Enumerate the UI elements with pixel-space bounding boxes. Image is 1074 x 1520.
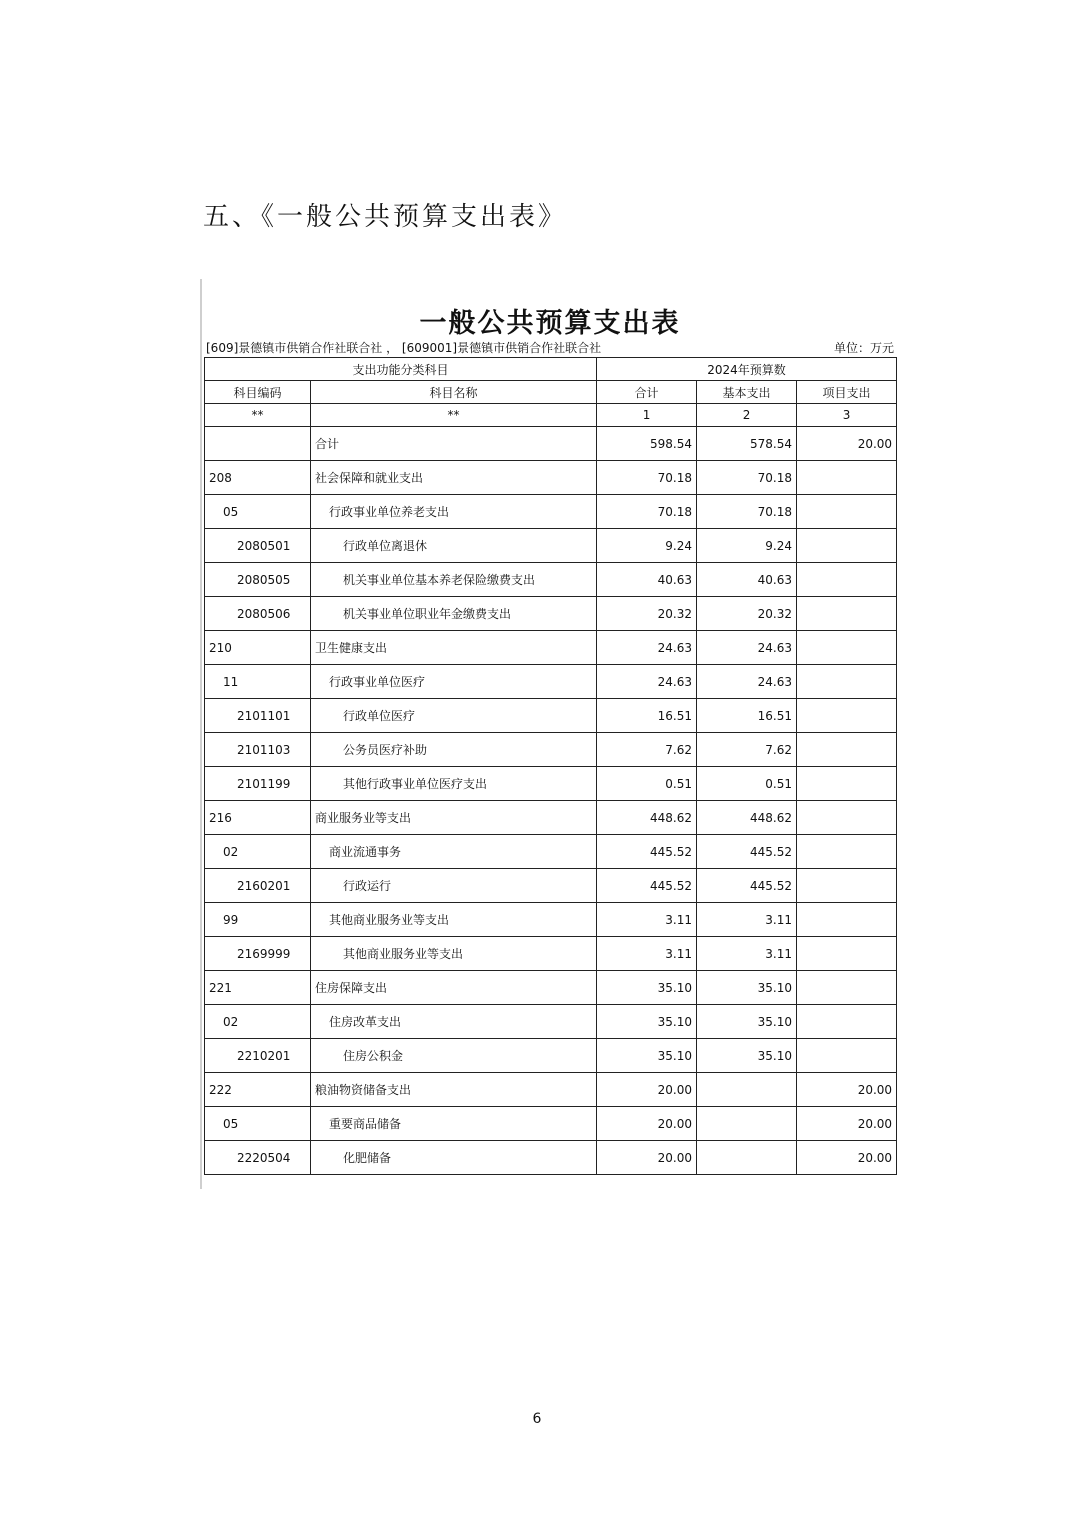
row-basic: 0.51 (697, 767, 797, 801)
row-total: 70.18 (597, 461, 697, 495)
row-basic (697, 1073, 797, 1107)
row-basic: 16.51 (697, 699, 797, 733)
row-total: 24.63 (597, 665, 697, 699)
table-row (205, 1039, 897, 1073)
row-code: 2080506 (205, 597, 311, 631)
table-row (205, 1141, 897, 1175)
row-project (797, 529, 897, 563)
row-code: 2220504 (205, 1141, 311, 1175)
table-row (205, 733, 897, 767)
table-row (205, 801, 897, 835)
row-code: 11 (205, 665, 311, 699)
row-code: 221 (205, 971, 311, 1005)
row-project (797, 971, 897, 1005)
row-total: 35.10 (597, 1039, 697, 1073)
table-row (205, 835, 897, 869)
row-name: 行政运行 (311, 869, 597, 903)
page-number: 6 (532, 1411, 542, 1427)
row-code (205, 427, 311, 461)
row-basic: 3.11 (697, 903, 797, 937)
row-name: 机关事业单位基本养老保险缴费支出 (311, 563, 597, 597)
row-name: 其他商业服务业等支出 (311, 903, 597, 937)
table-row (205, 937, 897, 971)
row-total: 0.51 (597, 767, 697, 801)
row-project: 20.00 (797, 1141, 897, 1175)
row-basic: 35.10 (697, 1005, 797, 1039)
table-row (205, 903, 897, 937)
row-project (797, 699, 897, 733)
row-name: 住房公积金 (311, 1039, 597, 1073)
row-basic: 24.63 (697, 665, 797, 699)
row-basic: 578.54 (697, 427, 797, 461)
header-row-cols (205, 381, 897, 404)
table-row (205, 665, 897, 699)
row-total: 24.63 (597, 631, 697, 665)
row-code: 2101101 (205, 699, 311, 733)
row-basic: 40.63 (697, 563, 797, 597)
row-name: 行政事业单位医疗 (311, 665, 597, 699)
table-row (205, 1005, 897, 1039)
row-basic: 445.52 (697, 869, 797, 903)
header-name: 科目名称 (311, 381, 597, 404)
table-row (205, 869, 897, 903)
row-project (797, 869, 897, 903)
row-code: 02 (205, 835, 311, 869)
row-project (797, 903, 897, 937)
row-basic: 445.52 (697, 835, 797, 869)
row-total: 16.51 (597, 699, 697, 733)
row-project (797, 461, 897, 495)
row-basic: 9.24 (697, 529, 797, 563)
row-basic: 35.10 (697, 971, 797, 1005)
header-basic: 基本支出 (697, 381, 797, 404)
row-name: 公务员医疗补助 (311, 733, 597, 767)
header-row-group (205, 358, 897, 381)
row-name: 合计 (311, 427, 597, 461)
row-name: 住房改革支出 (311, 1005, 597, 1039)
row-name: 住房保障支出 (311, 971, 597, 1005)
header-row-index (205, 404, 897, 427)
row-project (797, 597, 897, 631)
row-basic: 24.63 (697, 631, 797, 665)
row-basic: 448.62 (697, 801, 797, 835)
row-total: 445.52 (597, 869, 697, 903)
header-total: 合计 (597, 381, 697, 404)
row-project: 20.00 (797, 1107, 897, 1141)
row-basic: 70.18 (697, 461, 797, 495)
row-basic: 70.18 (697, 495, 797, 529)
index-code: ** (205, 404, 311, 427)
row-total: 20.32 (597, 597, 697, 631)
row-total: 20.00 (597, 1073, 697, 1107)
table-row (205, 1107, 897, 1141)
table-row (205, 699, 897, 733)
row-name: 社会保障和就业支出 (311, 461, 597, 495)
row-name: 行政单位离退休 (311, 529, 597, 563)
table-row (205, 631, 897, 665)
table-row (205, 461, 897, 495)
row-project (797, 1005, 897, 1039)
row-total: 9.24 (597, 529, 697, 563)
table-row (205, 563, 897, 597)
row-project (797, 1039, 897, 1073)
row-total: 598.54 (597, 427, 697, 461)
row-name: 行政事业单位养老支出 (311, 495, 597, 529)
row-code: 2169999 (205, 937, 311, 971)
row-project (797, 801, 897, 835)
row-name: 化肥储备 (311, 1141, 597, 1175)
row-project (797, 563, 897, 597)
row-project: 20.00 (797, 427, 897, 461)
row-total: 3.11 (597, 903, 697, 937)
row-code: 05 (205, 495, 311, 529)
table-row (205, 597, 897, 631)
row-name: 重要商品储备 (311, 1107, 597, 1141)
row-code: 216 (205, 801, 311, 835)
row-project (797, 937, 897, 971)
index-name: ** (311, 404, 597, 427)
row-project (797, 495, 897, 529)
row-code: 2080505 (205, 563, 311, 597)
row-project: 20.00 (797, 1073, 897, 1107)
table-title: 一般公共预算支出表 (419, 308, 681, 339)
row-code: 02 (205, 1005, 311, 1039)
row-project (797, 631, 897, 665)
row-name: 粮油物资储备支出 (311, 1073, 597, 1107)
row-basic: 35.10 (697, 1039, 797, 1073)
row-name: 卫生健康支出 (311, 631, 597, 665)
header-project: 项目支出 (797, 381, 897, 404)
index-project: 3 (797, 404, 897, 427)
section-heading: 五、《一般公共预算支出表》 (203, 202, 568, 232)
unit-label: 单位：万元 (833, 341, 894, 355)
row-total: 35.10 (597, 971, 697, 1005)
row-code: 2101199 (205, 767, 311, 801)
budget-sheet (200, 279, 900, 1189)
row-total: 3.11 (597, 937, 697, 971)
row-code: 2080501 (205, 529, 311, 563)
row-code: 05 (205, 1107, 311, 1141)
row-name: 机关事业单位职业年金缴费支出 (311, 597, 597, 631)
row-total: 445.52 (597, 835, 697, 869)
budget-table (204, 357, 897, 1175)
row-name: 商业流通事务 (311, 835, 597, 869)
row-total: 20.00 (597, 1107, 697, 1141)
index-total: 1 (597, 404, 697, 427)
row-code: 99 (205, 903, 311, 937)
table-row (205, 529, 897, 563)
row-basic (697, 1141, 797, 1175)
row-basic: 20.32 (697, 597, 797, 631)
row-project (797, 767, 897, 801)
row-total: 7.62 (597, 733, 697, 767)
row-code: 208 (205, 461, 311, 495)
row-name: 其他行政事业单位医疗支出 (311, 767, 597, 801)
index-basic: 2 (697, 404, 797, 427)
row-name: 商业服务业等支出 (311, 801, 597, 835)
table-row (205, 495, 897, 529)
row-total: 40.63 (597, 563, 697, 597)
table-row (205, 1073, 897, 1107)
table-row (205, 427, 897, 461)
row-basic: 3.11 (697, 937, 797, 971)
row-code: 2210201 (205, 1039, 311, 1073)
row-project (797, 665, 897, 699)
header-func-group: 支出功能分类科目 (205, 358, 597, 381)
org-label: [609]景德镇市供销合作社联合社 ， [609001]景德镇市供销合作社联合社 (206, 341, 602, 355)
row-total: 448.62 (597, 801, 697, 835)
table-row (205, 767, 897, 801)
row-name: 行政单位医疗 (311, 699, 597, 733)
row-basic: 7.62 (697, 733, 797, 767)
row-code: 2160201 (205, 869, 311, 903)
row-code: 2101103 (205, 733, 311, 767)
row-project (797, 733, 897, 767)
row-code: 210 (205, 631, 311, 665)
row-name: 其他商业服务业等支出 (311, 937, 597, 971)
row-basic (697, 1107, 797, 1141)
row-total: 20.00 (597, 1141, 697, 1175)
table-row (205, 971, 897, 1005)
row-total: 35.10 (597, 1005, 697, 1039)
header-year-group: 2024年预算数 (597, 358, 897, 381)
row-code: 222 (205, 1073, 311, 1107)
header-code: 科目编码 (205, 381, 311, 404)
row-total: 70.18 (597, 495, 697, 529)
table-meta (206, 339, 894, 357)
table-body (205, 427, 897, 1175)
row-project (797, 835, 897, 869)
